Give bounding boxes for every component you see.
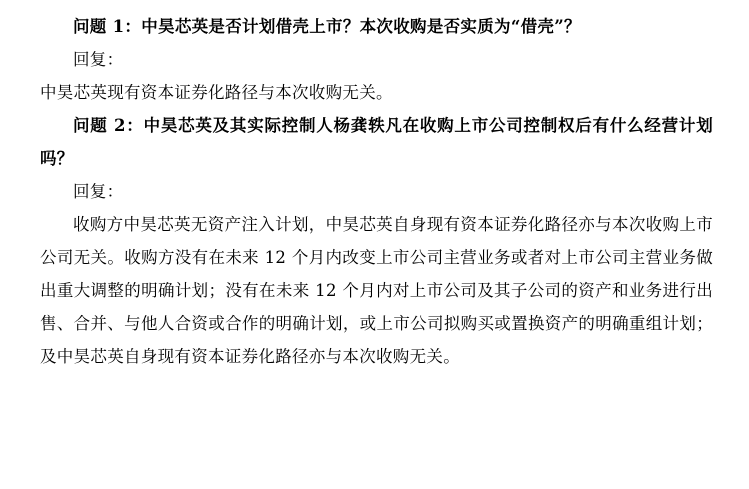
question-1-heading: 问题 1：中昊芯英是否计划借壳上市？本次收购是否实质为“借壳”？ (73, 17, 581, 36)
answer-2-paragraph: 收购方中昊芯英无资产注入计划，中昊芯英自身现有资本证券化路径亦与本次收购上市公司无关。收购方没有在未来 12 个月内改变上市公司主营业务或者对上市公司主营业务做出重大调整的明确计划；没有在未来 12 个月内对上市公司及其子公司的资产和业务进行出售、合并、与他人合资或合作的明确计划，或上市公司拟购买或置换资产的明确重组计划；及中昊芯英自身现有资本证券化路径亦与本次收购无关。 (40, 215, 713, 366)
answer-1-paragraph: 中昊芯英现有资本证券化路径与本次收购无关。 (40, 83, 393, 102)
reply-label-2: 回复： (73, 182, 124, 201)
question-2-heading: 问题 2：中昊芯英及其实际控制人杨龚轶凡在收购上市公司控制权后有什么经营计划吗？ (40, 116, 713, 168)
reply-label-1: 回复： (73, 50, 124, 69)
